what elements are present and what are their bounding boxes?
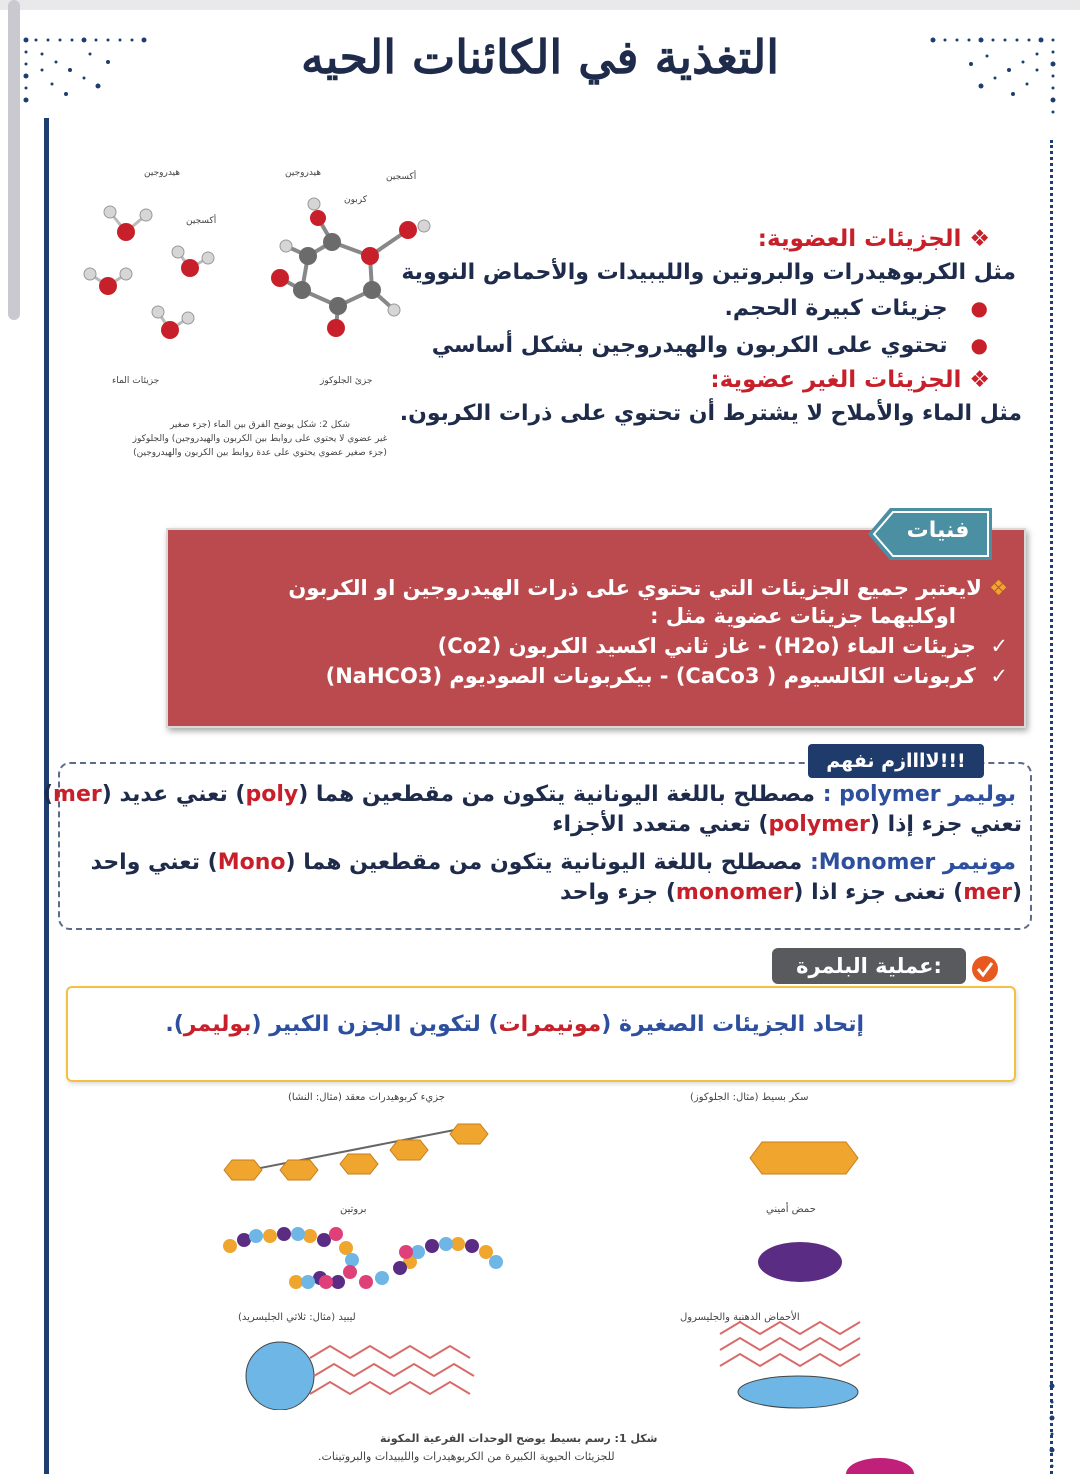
text: ) تعنى جزء اذا ( xyxy=(793,880,964,905)
organic-heading: الجزيئات العضوية: xyxy=(757,226,962,252)
check-icon: ✓ xyxy=(990,664,1008,688)
corner-decoration-left xyxy=(20,34,160,114)
tips-check-1 xyxy=(438,634,1008,658)
monomers-word: مونيمرات xyxy=(498,1012,602,1037)
glycerol-head xyxy=(246,1342,314,1410)
organic-heading-row xyxy=(758,226,990,252)
text: ). xyxy=(165,1012,184,1037)
tips-line-2: اوكليهما جزيئات عضوية مثل : xyxy=(650,604,956,628)
macro-figure-caption-2: للجزيئات الحيوية الكبيرة من الكربوهيدرات والليبيدات والبروتينات. xyxy=(318,1450,615,1463)
page-title: التغذية في الكائنات الحيه xyxy=(300,30,780,84)
atom-label: هيدروجين xyxy=(144,168,181,178)
monomer-line-1 xyxy=(91,850,1016,875)
inorganic-heading-row xyxy=(710,367,990,393)
top-bar xyxy=(0,0,1080,10)
dot-bullet-icon: ● xyxy=(970,296,988,320)
water-label: جزيئات الماء xyxy=(112,376,160,386)
polymerization-heading: عملية البلمرة: xyxy=(772,948,966,984)
monomer-word: monomer xyxy=(675,880,794,905)
amino-acid-shape xyxy=(758,1242,842,1282)
check-icon: ✓ xyxy=(990,634,1008,658)
mer-term: mer xyxy=(963,880,1012,905)
text: ( xyxy=(1011,880,1022,905)
inorganic-text: مثل الماء والأملاح لا يشترط أن تحتوي على ذرات الكربون. xyxy=(399,401,1022,426)
text: ) تعني واحد xyxy=(90,850,218,875)
text: إتحاد الجزيئات الصغيرة ( xyxy=(601,1012,864,1037)
page-frame-right xyxy=(1050,140,1056,1474)
corner-decoration-bottom-right xyxy=(1042,1380,1062,1474)
caption-line: (جزء صغير عضوي يحتوي على عدة روابط بين الكربون والهيدروجين) xyxy=(133,448,387,458)
fatty-acids-label: الأحماض الدهنية والجليسرول xyxy=(680,1312,800,1323)
must-know-tab: لاااازم نفهم!!! xyxy=(808,744,984,778)
sugar-unit xyxy=(390,1140,428,1160)
glucose-label: جزئ الجلوكوز xyxy=(320,376,373,386)
check-circle-icon xyxy=(970,954,1000,984)
polymer-term: بوليمر polymer : xyxy=(822,782,1016,807)
tips-tab-label: فنيات xyxy=(906,518,970,543)
text: ) لتكوين الجزن الكبير ( xyxy=(251,1012,499,1037)
sugar-unit xyxy=(224,1160,262,1180)
monomer-line-2 xyxy=(560,880,1022,905)
simple-sugar-shape xyxy=(750,1142,858,1174)
atom-label: أكسجين xyxy=(386,172,417,182)
simple-sugar-label: سكر بسيط (مثال: الجلوكوز) xyxy=(690,1092,809,1103)
sugar-unit xyxy=(280,1160,318,1180)
text: ) تعني متعدد الأجزاء xyxy=(552,812,769,837)
tips-line-1 xyxy=(288,576,1008,600)
organic-bullet-2 xyxy=(432,333,988,358)
text: تعني جزء إذا ( xyxy=(869,812,1022,837)
organic-bullet-2-text: تحتوي على الكربون والهيدروجين بشكل أساسي xyxy=(431,333,948,358)
atom-label: أكسجين xyxy=(186,216,217,226)
polymer-line-1 xyxy=(43,782,1016,807)
mono-term: Mono xyxy=(217,850,286,875)
caption-line: غير عضوي لا يحتوي على روابط بين الكربون والهيدروجين) والجلوكوز xyxy=(132,434,388,444)
polymerization-text xyxy=(165,1012,864,1037)
mer-term: mer xyxy=(53,782,102,807)
amino-acid-label: حمض أميني xyxy=(766,1204,816,1215)
tips-line-1-text: لايعتبر جميع الجزيئات التي تحتوي على ذرات الهيدروجين او الكربون xyxy=(288,576,982,600)
diamond-bullet-icon: ❖ xyxy=(969,226,990,252)
protein-label: بروتين xyxy=(340,1204,367,1215)
text: مصطلح باللغة اليونانية يتكون من مقطعين هما ( xyxy=(285,850,810,875)
tips-check-1-text: جزيئات الماء (H2o) - غاز ثاني اكسيد الكربون (Co2) xyxy=(437,634,976,658)
atom-label: كربون xyxy=(344,195,368,205)
polymer-line-2 xyxy=(552,812,1022,837)
diamond-bullet-icon: ❖ xyxy=(989,576,1008,600)
dot-bullet-icon: ● xyxy=(970,333,988,357)
sugar-unit xyxy=(340,1154,378,1174)
macromolecule-figure xyxy=(210,1110,870,1410)
poly-term: poly xyxy=(245,782,299,807)
glycerol-shape xyxy=(738,1376,858,1408)
inorganic-heading: الجزيئات الغير عضوية: xyxy=(710,367,962,393)
sugar-unit xyxy=(450,1124,488,1144)
organic-examples: مثل الكربوهيدرات والبروتين والليبيدات والأحماض النووية xyxy=(401,260,1016,285)
caption-line: شكل 2: شكل يوضح الفرق بين الماء (جزء صغير xyxy=(169,420,351,430)
polymer-word: بوليمر xyxy=(183,1012,252,1037)
molecule-figure-caption xyxy=(110,418,410,460)
text: ) تعني عديد ( xyxy=(101,782,246,807)
text: ) جزء واحد xyxy=(559,880,676,905)
corner-decoration-right xyxy=(925,34,1065,124)
tips-check-2 xyxy=(326,664,1008,688)
lipid-label: ليبيد (مثال: ثلاثي الجليسريد) xyxy=(238,1312,356,1323)
complex-carb-label: جزيء كربوهيدرات معقد (مثال: النشا) xyxy=(288,1092,445,1103)
macro-figure-caption-1: شكل 1: رسم بسيط يوضح الوحدات الفرعية المكونة xyxy=(380,1432,658,1445)
organic-bullet-1 xyxy=(725,296,988,321)
scrollbar[interactable] xyxy=(8,0,20,320)
bottom-badge xyxy=(840,1456,920,1474)
diamond-bullet-icon: ❖ xyxy=(969,367,990,393)
atom-label: هيدروجين xyxy=(285,168,322,178)
polymer-word: polymer xyxy=(768,812,870,837)
text: مصطلح باللغة اليونانية يتكون من مقطعين هما ( xyxy=(298,782,823,807)
text: ) xyxy=(42,782,54,807)
tips-check-2-text: كربونات الكالسيوم ( CaCo3) - بيكربونات الصوديوم (NaHCO3) xyxy=(325,664,976,688)
molecule-figure xyxy=(74,160,454,390)
organic-bullet-1-text: جزيئات كبيرة الحجم. xyxy=(724,296,948,321)
monomer-term: مونيمر Monomer: xyxy=(809,850,1016,875)
